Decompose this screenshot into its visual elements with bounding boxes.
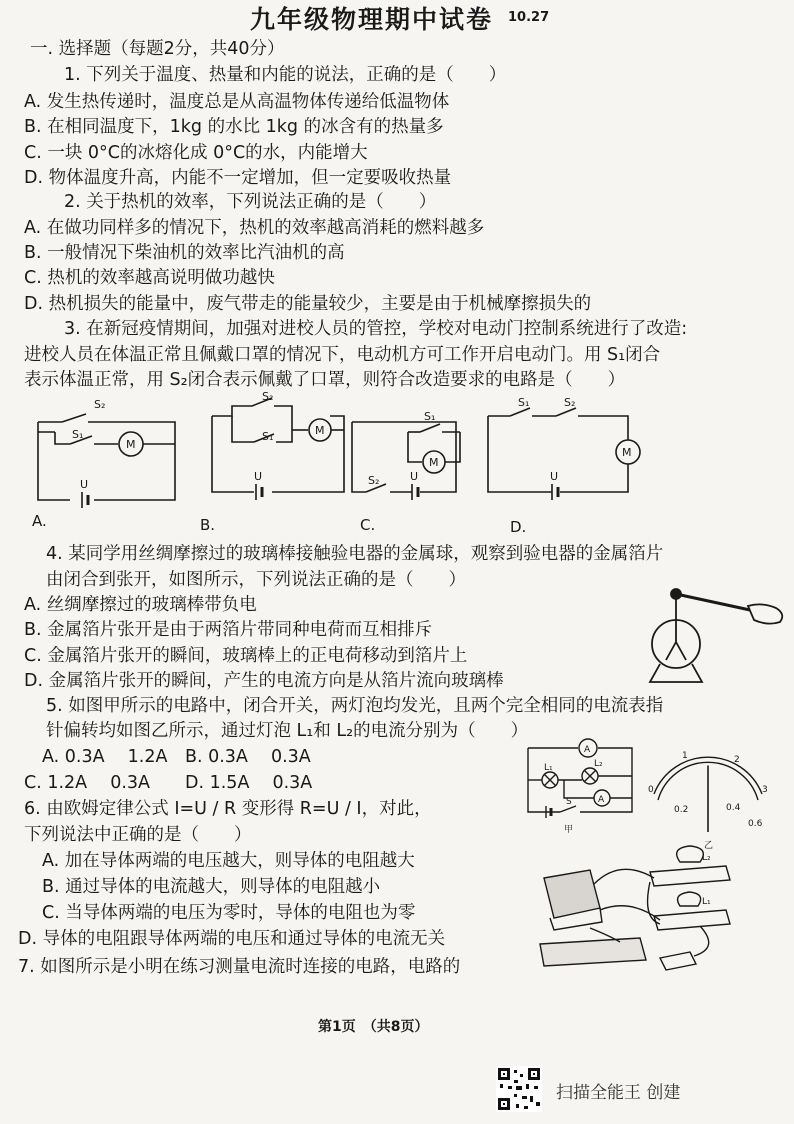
figure-yi-label: 乙 — [704, 841, 714, 851]
question-1-option-b: B. 在相同温度下，1kg 的水比 1kg 的冰含有的热量多 — [24, 117, 444, 137]
diagram-a-motor-label: M — [126, 438, 136, 451]
question-4-option-d: D. 金属箔片张开的瞬间，产生的电流方向是从箔片流向玻璃棒 — [24, 671, 504, 691]
question-5-options-cd: C. 1.2A 0.3A D. 1.5A 0.3A — [24, 773, 313, 793]
dial-tick-1: 1 — [682, 751, 688, 761]
jia-switch-label: S — [566, 797, 572, 807]
question-6-line-2: 下列说法中正确的是（ ） — [24, 825, 252, 845]
dial-tick-0: 0 — [648, 785, 654, 795]
diagram-d-s1-label: S₁ — [518, 396, 530, 409]
question-7-apparatus-figure — [530, 838, 750, 978]
diagram-a-option: A. — [32, 512, 47, 530]
question-4-line-1: 4. 某同学用丝绸摩擦过的玻璃棒接触验电器的金属球，观察到验电器的金属箔片 — [46, 544, 664, 564]
electroscope-figure — [630, 586, 794, 696]
jia-l2-label: L₂ — [594, 759, 603, 769]
question-2-option-d: D. 热机损失的能量中，废气带走的能量较少，主要是由于机械摩擦损失的 — [24, 294, 592, 314]
jia-ammeter-2-label: A — [598, 795, 605, 805]
dial-small-tick-1: 0.2 — [674, 805, 689, 815]
apparatus-l1-label: L₁ — [702, 897, 711, 907]
question-5-circuit-jia — [520, 736, 640, 836]
diagram-c-option: C. — [360, 516, 376, 534]
question-3-line-3: 表示体温正常，用 S₂闭合表示佩戴了口罩，则符合改造要求的电路是（ ） — [24, 370, 626, 390]
diagram-c-u-label: U — [410, 470, 419, 483]
diagram-b-motor-label: M — [315, 424, 325, 437]
question-6-option-c: C. 当导体两端的电压为零时，导体的电阻也为零 — [42, 903, 416, 923]
page-title: 九年级物理期中试卷 — [250, 5, 494, 34]
question-7-line-1: 7. 如图所示是小明在练习测量电流时连接的电路，电路的 — [18, 957, 461, 977]
question-1-option-c: C. 一块 0°C的冰熔化成 0°C的水，内能增大 — [24, 143, 368, 163]
scanner-watermark-text: 扫描全能王 创建 — [556, 1083, 681, 1103]
diagram-a-s2-label: S₂ — [94, 398, 106, 411]
question-3-circuit-diagrams — [0, 392, 794, 542]
question-3-line-2: 进校人员在体温正常且佩戴口罩的情况下，电动机方可工作开启电动门。用 S₁闭合 — [24, 345, 661, 365]
diagram-a-s1-label: S₁ — [72, 428, 84, 441]
question-4-line-2: 由闭合到张开，如图所示，下列说法正确的是（ ） — [46, 570, 466, 590]
question-6-option-b: B. 通过导体的电流越大，则导体的电阻越小 — [42, 877, 381, 897]
question-3-line-1: 3. 在新冠疫情期间，加强对进校人员的管控，学校对电动门控制系统进行了改造: — [64, 319, 688, 339]
diagram-b-s2-label: S₂ — [262, 392, 274, 403]
diagram-c-s2-label: S₂ — [368, 474, 380, 487]
question-4-option-a: A. 丝绸摩擦过的玻璃棒带负电 — [24, 595, 257, 615]
diagram-b-s1-label: S₁ — [262, 430, 274, 443]
question-2-option-a: A. 在做功同样多的情况下，热机的效率越高消耗的燃料越多 — [24, 218, 485, 238]
question-6-option-d: D. 导体的电阻跟导体两端的电压和通过导体的电流无关 — [18, 929, 446, 949]
question-1-stem: 1. 下列关于温度、热量和内能的说法，正确的是（ ） — [64, 65, 507, 85]
question-5-line-1: 5. 如图甲所示的电路中，闭合开关，两灯泡均发光，且两个完全相同的电流表指 — [46, 696, 664, 716]
diagram-d-u-label: U — [550, 470, 559, 483]
question-5-options-ab: A. 0.3A 1.2A B. 0.3A 0.3A — [42, 747, 311, 767]
question-4-option-c: C. 金属箔片张开的瞬间，玻璃棒上的正电荷移动到箔片上 — [24, 646, 468, 666]
question-1-option-d: D. 物体温度升高，内能不一定增加，但一定要吸收热量 — [24, 168, 452, 188]
diagram-d-s2-label: S₂ — [564, 396, 576, 409]
diagram-c-motor-label: M — [429, 456, 439, 469]
figure-jia-label: 甲 — [564, 825, 574, 835]
dial-tick-2: 2 — [734, 755, 740, 765]
diagram-b-option: B. — [200, 516, 216, 534]
jia-l1-label: L₁ — [544, 763, 553, 773]
question-4-option-b: B. 金属箔片张开是由于两箔片带同种电荷而互相排斥 — [24, 620, 433, 640]
question-5-line-2: 针偏转均如图乙所示，通过灯泡 L₁和 L₂的电流分别为（ ） — [46, 721, 529, 741]
diagram-c-s1-label: S₁ — [424, 410, 436, 423]
diagram-d-option: D. — [510, 518, 527, 536]
apparatus-l2-label: L₂ — [702, 853, 711, 863]
question-6-option-a: A. 加在导体两端的电压越大，则导体的电阻越大 — [42, 851, 415, 871]
section-heading: 一. 选择题（每题2分，共40分） — [30, 39, 285, 59]
diagram-a-u-label: U — [80, 478, 89, 491]
question-2-stem: 2. 关于热机的效率，下列说法正确的是（ ） — [64, 192, 437, 212]
question-2-option-c: C. 热机的效率越高说明做功越快 — [24, 268, 275, 288]
jia-ammeter-1-label: A — [584, 745, 591, 755]
dial-tick-3: 3 — [762, 785, 768, 795]
diagram-d-motor-label: M — [622, 446, 632, 459]
question-6-line-1: 6. 由欧姆定律公式 I=U / R 变形得 R=U / I，对此， — [24, 799, 432, 819]
qr-code-icon — [496, 1066, 542, 1112]
dial-small-tick-2: 0.4 — [726, 803, 741, 813]
question-1-option-a: A. 发生热传递时，温度总是从高温物体传递给低温物体 — [24, 92, 450, 112]
exam-date: 10.27 — [508, 10, 550, 25]
dial-small-tick-3: 0.6 — [748, 819, 763, 829]
question-2-option-b: B. 一般情况下柴油机的效率比汽油机的高 — [24, 243, 345, 263]
diagram-b-u-label: U — [254, 470, 263, 483]
page-number: 第1页 （共8页） — [318, 1019, 429, 1035]
